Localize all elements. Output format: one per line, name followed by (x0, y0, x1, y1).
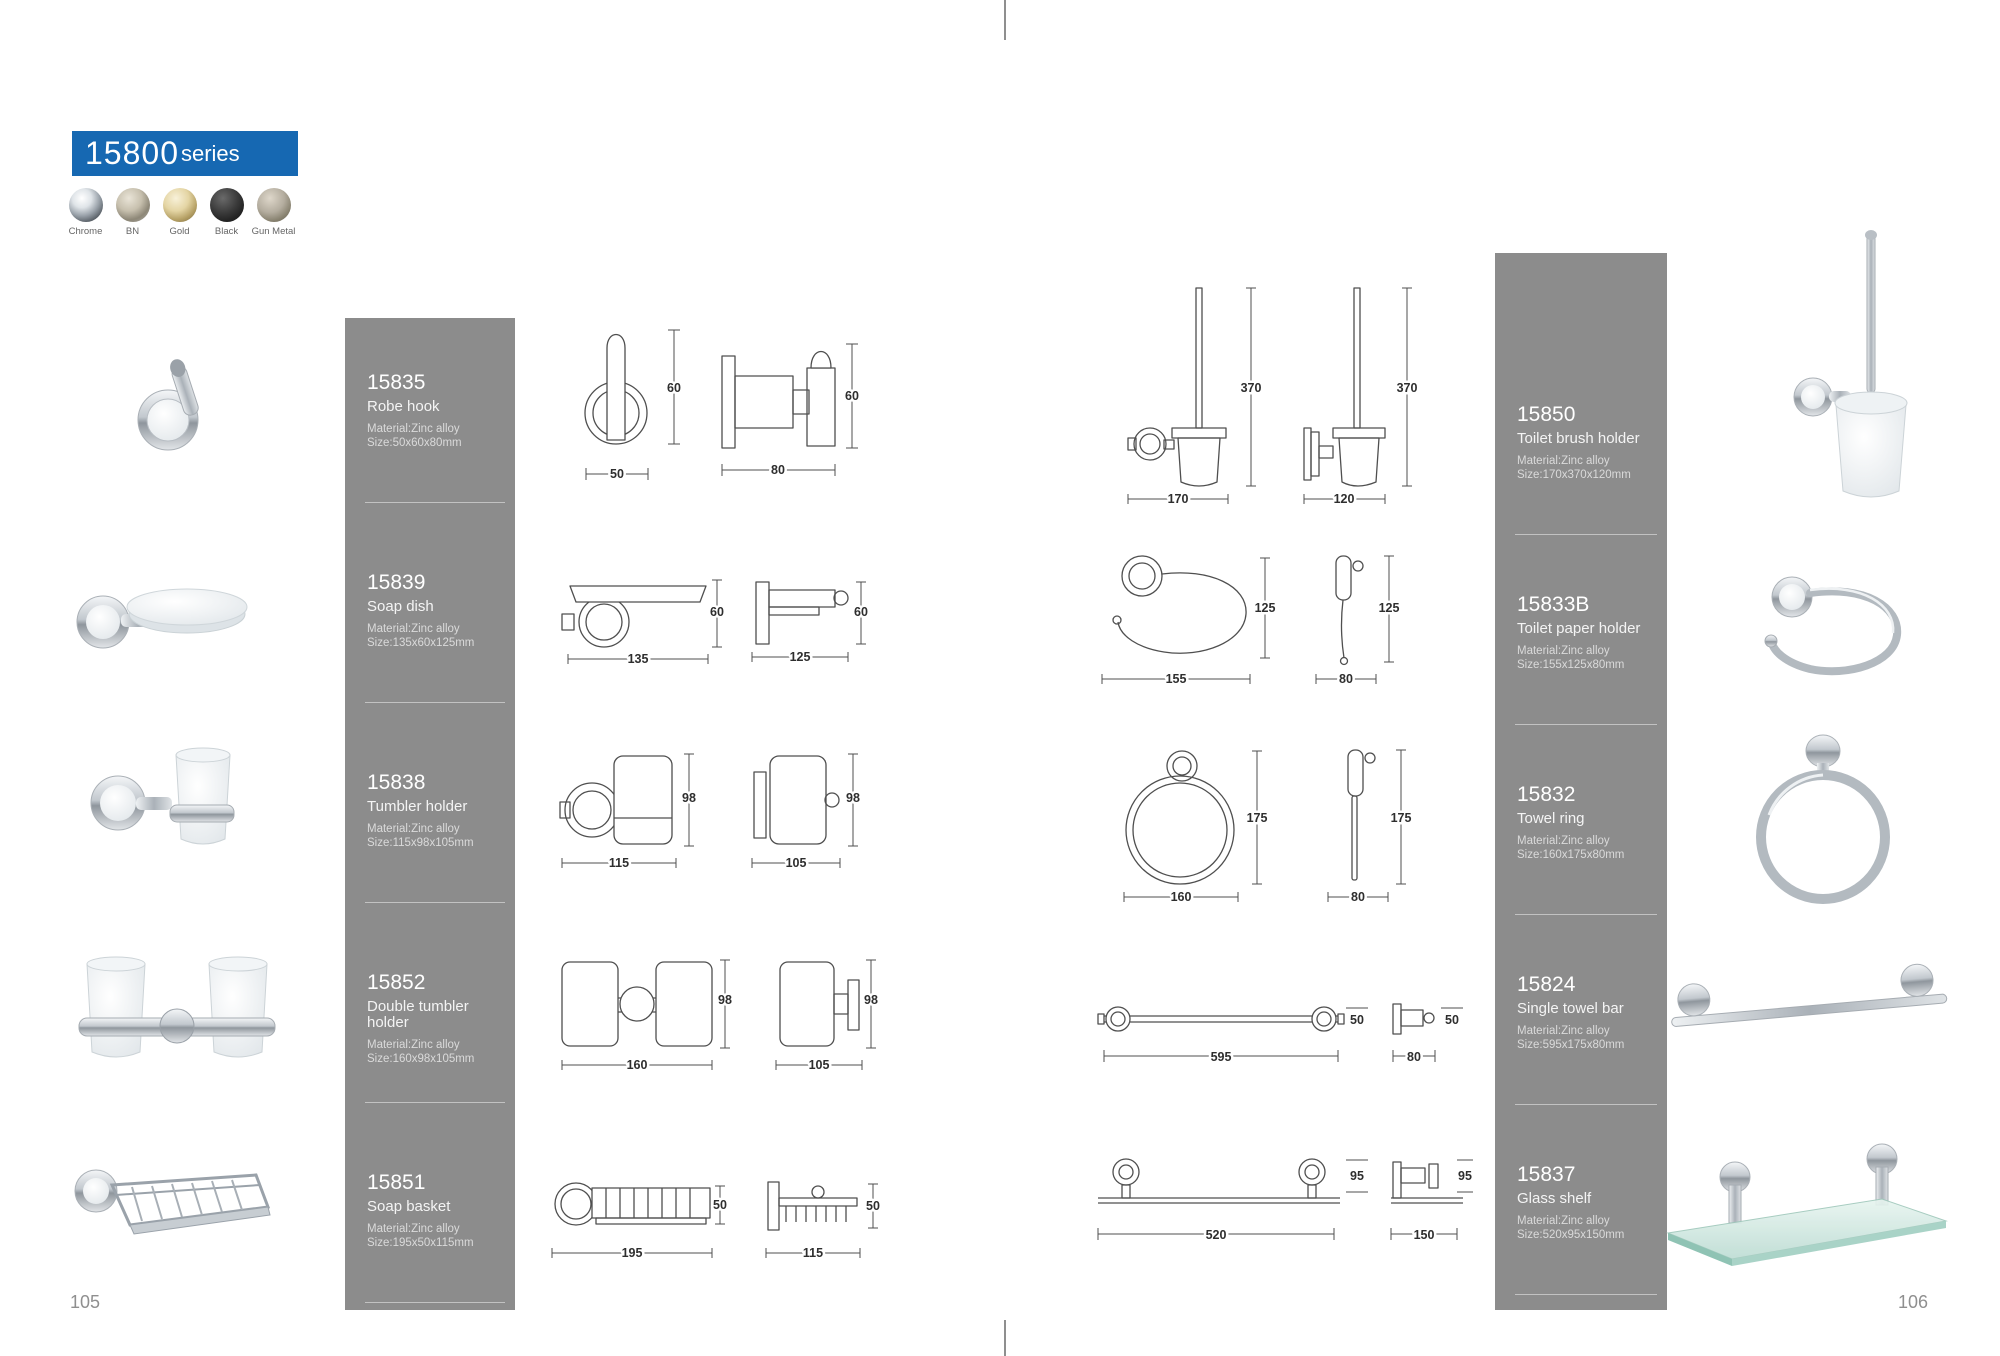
drawing-soap-basket-front (548, 1152, 732, 1267)
dim-label: 370 (1396, 381, 1418, 395)
product-size: Size:520x95x150mm (1517, 1229, 1625, 1241)
dim-label: 175 (1246, 811, 1268, 825)
product-size: Size:160x175x80mm (1517, 849, 1625, 861)
series-number: 15800 (85, 135, 179, 171)
dim-label: 195 (621, 1246, 643, 1260)
product-name: Tumbler holder (367, 798, 468, 815)
product-photo-towel-ring (1725, 725, 1920, 920)
product-photo-toilet-brush-holder (1775, 225, 1925, 525)
drawing-towel-bar-front (1088, 988, 1373, 1083)
dim-label: 60 (710, 605, 724, 619)
drawing-robe-hook-front (578, 318, 688, 483)
product-code: 15838 (367, 771, 426, 794)
dim-label: 98 (718, 993, 732, 1007)
drawing-robe-hook-side (712, 318, 862, 483)
product-photo-double-tumbler-holder (65, 930, 290, 1095)
product-material: Material:Zinc alloy (367, 623, 460, 635)
product-material: Material:Zinc alloy (367, 1039, 460, 1051)
product-name: Glass shelf (1517, 1190, 1592, 1207)
dim-label: 80 (1339, 672, 1353, 686)
product-size: Size:50x60x80mm (367, 437, 462, 449)
product-material: Material:Zinc alloy (367, 1223, 460, 1235)
dim-label: 80 (771, 463, 785, 477)
dim-label: 135 (627, 652, 649, 666)
drawing-double-tumbler-front (552, 948, 732, 1083)
product-info-15838 (345, 771, 515, 971)
product-name: Robe hook (367, 398, 440, 415)
series-banner (72, 131, 298, 176)
product-photo-soap-dish (55, 550, 260, 675)
finish-gunmetal (250, 188, 297, 237)
finish-chrome (62, 188, 109, 237)
page-number-right: 106 (1898, 1292, 1929, 1312)
finish-bn (109, 188, 156, 237)
product-info-15824 (1495, 973, 1667, 1163)
product-info-panel-right (1495, 253, 1667, 1310)
dim-label: 170 (1167, 492, 1189, 506)
dim-label: 50 (866, 1199, 880, 1213)
finish-black (203, 188, 250, 237)
finish-gold (156, 188, 203, 237)
product-code: 15839 (367, 571, 426, 594)
drawing-paper-holder-side (1300, 540, 1415, 690)
product-code: 15851 (367, 1171, 426, 1194)
product-info-15833B (1495, 593, 1667, 783)
dim-label: 115 (608, 856, 630, 870)
dim-label: 155 (1165, 672, 1187, 686)
product-info-15851 (345, 1171, 515, 1356)
drawing-glass-shelf-side (1385, 1142, 1485, 1257)
product-info-panel-left (345, 318, 515, 1310)
product-name: Toilet brush holder (1517, 430, 1640, 447)
product-size: Size:135x60x125mm (367, 637, 475, 649)
product-size: Size:155x125x80mm (1517, 659, 1625, 671)
product-size: Size:195x50x115mm (367, 1237, 474, 1249)
dim-label: 95 (1458, 1169, 1472, 1183)
product-name: Soap basket (367, 1198, 451, 1215)
product-info-15850 (1495, 403, 1667, 593)
dim-label: 160 (626, 1058, 648, 1072)
drawing-soap-dish-front (556, 548, 728, 668)
drawing-soap-dish-side (742, 548, 877, 668)
dim-label: 80 (1351, 890, 1365, 904)
product-name: Single towel bar (1517, 1000, 1624, 1017)
dim-label: 60 (667, 381, 681, 395)
product-photo-robe-hook (90, 352, 260, 467)
product-size: Size:160x98x105mm (367, 1053, 475, 1065)
dim-label: 370 (1240, 381, 1262, 395)
product-name: Soap dish (367, 598, 434, 615)
product-material: Material:Zinc alloy (367, 823, 460, 835)
finish-label: Gun Metal (251, 226, 296, 237)
drawing-toilet-brush-side (1290, 282, 1430, 507)
dim-label: 95 (1350, 1169, 1364, 1183)
product-material: Material:Zinc alloy (367, 423, 460, 435)
drawing-double-tumbler-side (766, 948, 881, 1083)
dim-label: 125 (1254, 601, 1276, 615)
dim-label: 80 (1407, 1050, 1421, 1064)
product-name: Double tumbler holder (367, 998, 469, 1031)
product-info-15839 (345, 571, 515, 771)
product-size: Size:170x370x120mm (1517, 469, 1631, 481)
drawing-toilet-brush-front (1120, 282, 1275, 507)
dim-label: 50 (610, 467, 624, 481)
finish-label: Chrome (68, 226, 103, 237)
product-material: Material:Zinc alloy (1517, 455, 1610, 467)
product-code: 15833B (1517, 593, 1590, 616)
dim-label: 50 (1445, 1013, 1459, 1027)
dim-label: 595 (1210, 1050, 1232, 1064)
drawing-tumbler-side (742, 740, 877, 880)
product-info-15835 (345, 371, 515, 571)
dim-label: 160 (1170, 890, 1192, 904)
product-photo-tumbler-holder (70, 715, 275, 880)
product-material: Material:Zinc alloy (1517, 1215, 1610, 1227)
dim-label: 150 (1413, 1228, 1435, 1242)
dim-label: 98 (864, 993, 878, 1007)
product-code: 15824 (1517, 973, 1576, 996)
product-info-15837 (1495, 1163, 1667, 1353)
dim-label: 98 (682, 791, 696, 805)
product-photo-toilet-paper-holder (1740, 555, 1925, 690)
product-photo-single-towel-bar (1655, 950, 1960, 1065)
product-info-15832 (1495, 783, 1667, 973)
gold-swatch-icon (163, 188, 197, 222)
dim-label: 125 (1378, 601, 1400, 615)
drawing-paper-holder-front (1090, 540, 1280, 690)
product-material: Material:Zinc alloy (1517, 835, 1610, 847)
drawing-towel-ring-side (1310, 738, 1425, 908)
dim-label: 60 (845, 389, 859, 403)
drawing-tumbler-front (556, 740, 706, 880)
product-code: 15832 (1517, 783, 1576, 806)
dim-label: 60 (854, 605, 868, 619)
drawing-glass-shelf-front (1088, 1142, 1373, 1257)
drawing-towel-ring-front (1100, 738, 1275, 908)
product-size: Size:595x175x80mm (1517, 1039, 1625, 1051)
gunmetal-swatch-icon (257, 188, 291, 222)
dim-label: 175 (1390, 811, 1412, 825)
dim-label: 125 (789, 650, 811, 664)
product-code: 15837 (1517, 1163, 1576, 1186)
chrome-swatch-icon (69, 188, 103, 222)
product-code: 15850 (1517, 403, 1576, 426)
dim-label: 105 (785, 856, 807, 870)
dim-label: 50 (1350, 1013, 1364, 1027)
finish-swatches (62, 188, 297, 237)
finish-label: BN (125, 226, 140, 237)
bn-swatch-icon (116, 188, 150, 222)
drawing-soap-basket-side (760, 1152, 885, 1267)
product-code: 15835 (367, 371, 426, 394)
product-name: Toilet paper holder (1517, 620, 1641, 637)
dim-label: 120 (1333, 492, 1355, 506)
product-photo-glass-shelf (1650, 1125, 1965, 1300)
series-suffix: series (180, 140, 240, 166)
page-gutter-mark-bottom (1004, 1320, 1006, 1356)
product-material: Material:Zinc alloy (1517, 645, 1610, 657)
finish-label: Black (214, 226, 239, 237)
product-code: 15852 (367, 971, 426, 994)
product-photo-soap-basket (60, 1145, 285, 1270)
product-name: Towel ring (1517, 810, 1585, 827)
page-gutter-mark-top (1004, 0, 1006, 40)
product-material: Material:Zinc alloy (1517, 1025, 1610, 1037)
page-number-left: 105 (70, 1292, 101, 1312)
dim-label: 105 (808, 1058, 830, 1072)
product-size: Size:115x98x105mm (367, 837, 474, 849)
drawing-towel-bar-side (1385, 988, 1480, 1083)
product-info-15852 (345, 971, 515, 1171)
dim-label: 98 (846, 791, 860, 805)
finish-label: Gold (169, 226, 190, 237)
dim-label: 50 (713, 1198, 727, 1212)
black-swatch-icon (210, 188, 244, 222)
dim-label: 115 (802, 1246, 824, 1260)
dim-label: 520 (1205, 1228, 1227, 1242)
